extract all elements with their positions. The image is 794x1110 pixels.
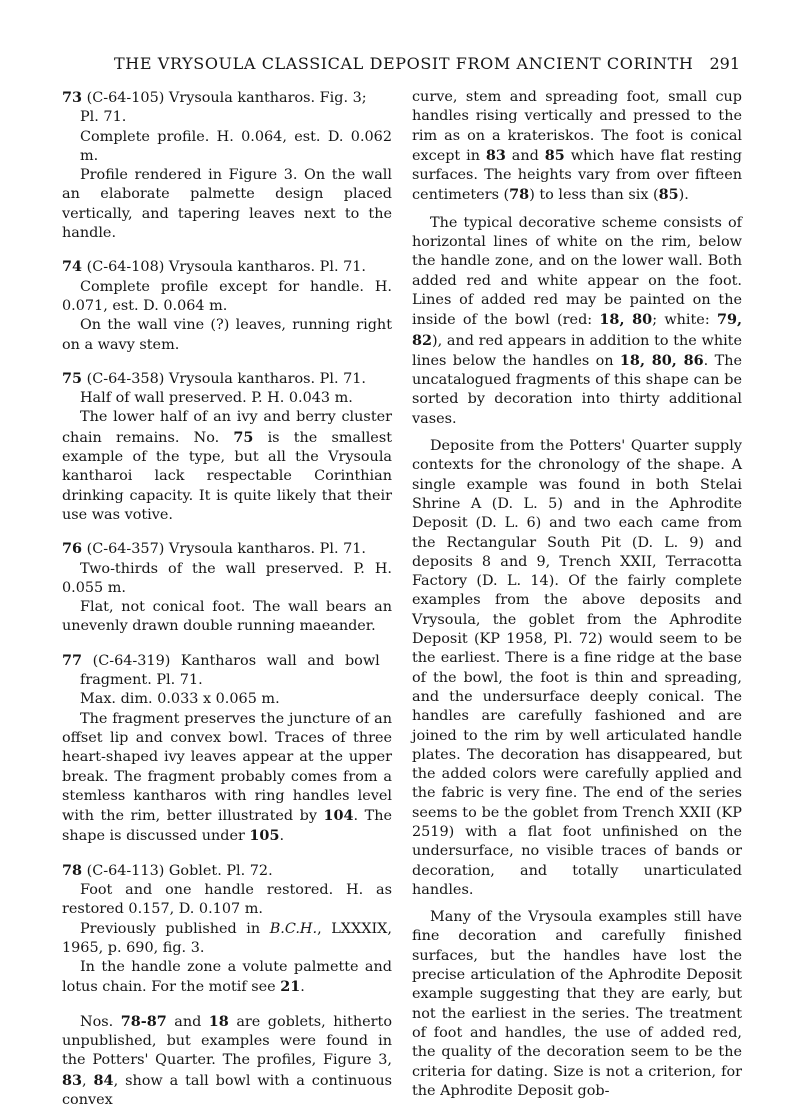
page-number: 291 xyxy=(709,54,740,73)
body-paragraph-goblets: Nos. 78-87 and 18 are goblets, hitherto unpublished, but examples were found in the Potters' Quarter. The profiles, Figure 3, 83, 84, show a tall bowl with a continuous convex xyxy=(62,1012,392,1108)
entry-description: The lower half of an ivy and berry cluster chain remains. No. 75 is the smallest example of the type, but all the Vrysoula kantharoi lack respectable Corinthian drinking capacity. It is quite likely that their use was votive. xyxy=(62,409,392,523)
body-paragraph-dating: Many of the Vrysoula examples still have fine decoration and carefully finished surfaces, but the handles have lost the precise articulation of the Aphrodite Deposit example suggesting that they are early, but not the earliest in the series. The treatment of foot and handles, the use of added red, the quality of the decoration seem to be the criteria for dating. Size is not a criterion, for the Aphrodite Deposit gob- xyxy=(412,909,742,1099)
catalog-entry-78 xyxy=(62,861,392,998)
entry-publication: Previously published in B.C.H., LXXXIX, 1965, p. 690, fig. 3. xyxy=(62,920,392,956)
entry-heading: 74 (C-64-108) Vrysoula kantharos. Pl. 71. xyxy=(62,258,366,276)
entry-measurements: Foot and one handle restored. H. as restored 0.157, D. 0.107 m. xyxy=(62,881,392,918)
catalog-entry-74 xyxy=(62,257,392,354)
body-paragraph-profile: curve, stem and spreading foot, small cup handles rising vertically and pressed to the rim as on a krateriskos. The foot is conical except in 83 and 85 which have flat resting surfaces. The heights vary from over fifteen centimeters (78) to less than six (85). xyxy=(412,89,742,204)
entry-description: The fragment preserves the juncture of an offset lip and convex bowl. Traces of three heart-shaped ivy leaves appear at the upper break. The fragment probably comes from a stemless kantharos with ring handles level with the rim, better illustrated by 104. The shape is discussed under 105. xyxy=(62,710,392,845)
entry-heading-cont: Pl. 71. xyxy=(80,109,127,126)
catalog-number: 75 xyxy=(62,369,83,387)
catalog-entry-76 xyxy=(62,539,392,636)
left-column xyxy=(62,88,392,1110)
entry-heading: 75 (C-64-358) Vrysoula kantharos. Pl. 71. xyxy=(62,369,366,387)
entry-measurements: Complete profile except for handle. H. 0.071, est. D. 0.064 m. xyxy=(62,278,392,314)
catalog-entry-75 xyxy=(62,369,392,525)
entry-measurements: Complete profile. H. 0.064, est. D. 0.062 m. xyxy=(80,128,392,164)
entry-description: In the handle zone a volute palmette and lotus chain. For the motif see 21. xyxy=(62,959,392,996)
entry-description: Profile rendered in Figure 3. On the wall an elaborate palmette design placed vertically, and tapering leaves next to the handle. xyxy=(62,167,392,242)
body-paragraph-decoration: The typical decorative scheme consists of horizontal lines of white on the rim, below the handle zone, and on the lower wall. Both added red and white appear on the foot. Lines of added red may be painted on the inside of the bowl (red: 18, 80; white: 79, 82), and red appears in addition to the white lines below the handles on 18, 80, 86. The uncatalogued fragments of this shape can be sorted by decoration into thirty additional vases. xyxy=(412,214,742,427)
entry-description: Flat, not conical foot. The wall bears an unevenly drawn double running maeander. xyxy=(62,599,392,635)
entry-measurements: Half of wall preserved. P. H. 0.043 m. xyxy=(80,390,353,407)
catalog-number: 74 xyxy=(62,258,83,276)
right-column xyxy=(412,88,742,1101)
catalog-number: 73 xyxy=(62,89,83,106)
entry-measurements: Max. dim. 0.033 x 0.065 m. xyxy=(80,691,280,708)
body-paragraph-chronology: Deposite from the Potters' Quarter supply contexts for the chronology of the shape. A single example was found in both Stelai Shrine A (D. L. 5) and in the Aphrodite Deposit (D. L. 6) and two each came from the Rectangular South Pit (D. L. 9) and deposits 8 and 9, Trench XXII, Terracotta Factory (D. L. 14). Of the fairly complete examples from the above deposits and Vrysoula, the goblet from the Aphrodite Deposit (KP 1958, Pl. 72) would seem to be the earliest. There is a fine ridge at the base of the bowl, the foot is thin and spreading, and the undersurface deeply conical. The handles are carefully fashioned and are joined to the rim by well articulated handle plates. The decoration has disappeared, but the added colors were carefully applied and the fabric is very fine. The end of the series seems to be the goblet from Trench XXII (KP 2519) with a flat foot unfinished on the undersurface, no visible traces of bands or decoration, and totally unarticulated handles. xyxy=(412,438,742,898)
entry-measurements: Two-thirds of the wall preserved. P. H. 0.055 m. xyxy=(62,560,392,596)
running-title: THE VRYSOULA CLASSICAL DEPOSIT FROM ANCIENT CORINTH xyxy=(114,54,694,73)
running-header xyxy=(60,40,740,73)
catalog-entry-73 xyxy=(62,88,392,243)
entry-heading: 76 (C-64-357) Vrysoula kantharos. Pl. 71. xyxy=(62,540,366,558)
catalog-number: 77 xyxy=(62,651,83,669)
entry-heading: 73 (C-64-105) Vrysoula kantharos. Fig. 3; xyxy=(62,89,367,106)
entry-heading-cont: fragment. Pl. 71. xyxy=(80,672,203,689)
entry-heading: 78 (C-64-113) Goblet. Pl. 72. xyxy=(62,861,273,879)
entry-description: On the wall vine (?) leaves, running right on a wavy stem. xyxy=(62,317,392,353)
entry-heading: 77 (C-64-319) Kantharos wall and bowl xyxy=(62,651,380,669)
catalog-number: 76 xyxy=(62,540,83,558)
catalog-number: 78 xyxy=(62,861,83,879)
catalog-entry-77 xyxy=(62,651,392,847)
